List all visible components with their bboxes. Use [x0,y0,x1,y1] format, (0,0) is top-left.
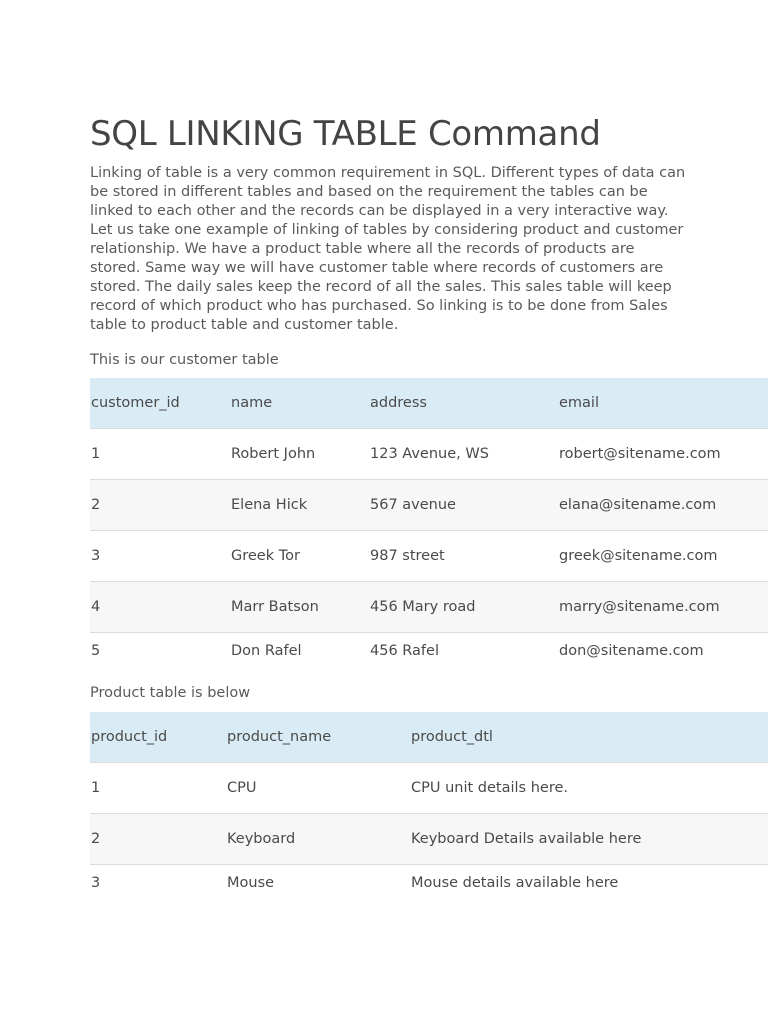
customer-table-header-row [90,378,768,429]
table-cell: 2 [91,497,101,513]
table-cell: 567 avenue [370,497,456,513]
document-page [90,112,768,915]
customer-table [90,378,768,683]
table-cell: Mouse details available here [411,875,619,891]
table-cell: marry@sitename.com [559,599,720,615]
table-cell: Marr Batson [231,599,319,615]
table-row [90,480,768,531]
table-cell: 456 Rafel [370,643,439,659]
table-row [90,865,768,916]
table-cell: 456 Mary road [370,599,476,615]
table-cell: CPU [227,780,257,796]
column-header: email [559,395,599,411]
product-table-caption: Product table is below [90,685,251,701]
table-row [90,633,768,684]
table-cell: 1 [91,446,101,462]
column-header: name [231,395,273,411]
table-cell: 987 street [370,548,445,564]
table-cell: Mouse [227,875,275,891]
intro-paragraph: Linking of table is a very common requirement in SQL. Different types of data can be stored in different tables and based on the requirement the tables can be linked to each other and the records can be displayed in a very interactive way. Let us take one example of linking of tables by considering product and customer relationship. We have a product table where all the records of products are stored. Same way we will have customer table where records of customers are stored. The daily sales keep the record of all the sales. This sales table will keep record of which product who has purchased. So linking is to be done from Sales table to product table and customer table. [90,165,686,333]
column-header: customer_id [91,395,180,411]
table-cell: CPU unit details here. [411,780,568,796]
table-cell: Keyboard Details available here [411,831,642,847]
table-cell: don@sitename.com [559,643,704,659]
column-header: product_id [91,729,168,745]
page-title: SQL LINKING TABLE Command [90,114,601,154]
table-cell: Robert John [231,446,316,462]
table-cell: 2 [91,831,101,847]
column-header: product_name [227,729,332,745]
table-row [90,531,768,582]
table-row [90,582,768,633]
table-row [90,763,768,814]
table-cell: Elena Hick [231,497,308,513]
table-cell: 123 Avenue, WS [370,446,489,462]
table-cell: 3 [91,548,101,564]
table-row [90,429,768,480]
product-table [90,712,768,915]
column-header: product_dtl [411,729,493,745]
table-cell: greek@sitename.com [559,548,718,564]
table-row [90,814,768,865]
table-cell: 3 [91,875,101,891]
table-cell: 4 [91,599,101,615]
column-header: address [370,395,427,411]
table-cell: 1 [91,780,101,796]
table-cell: robert@sitename.com [559,446,721,462]
table-cell: Don Rafel [231,643,302,659]
customer-table-caption: This is our customer table [90,352,279,368]
table-cell: 5 [91,643,101,659]
table-cell: elana@sitename.com [559,497,717,513]
table-cell: Keyboard [227,831,296,847]
table-cell: Greek Tor [231,548,300,564]
product-table-header-row [90,712,768,763]
